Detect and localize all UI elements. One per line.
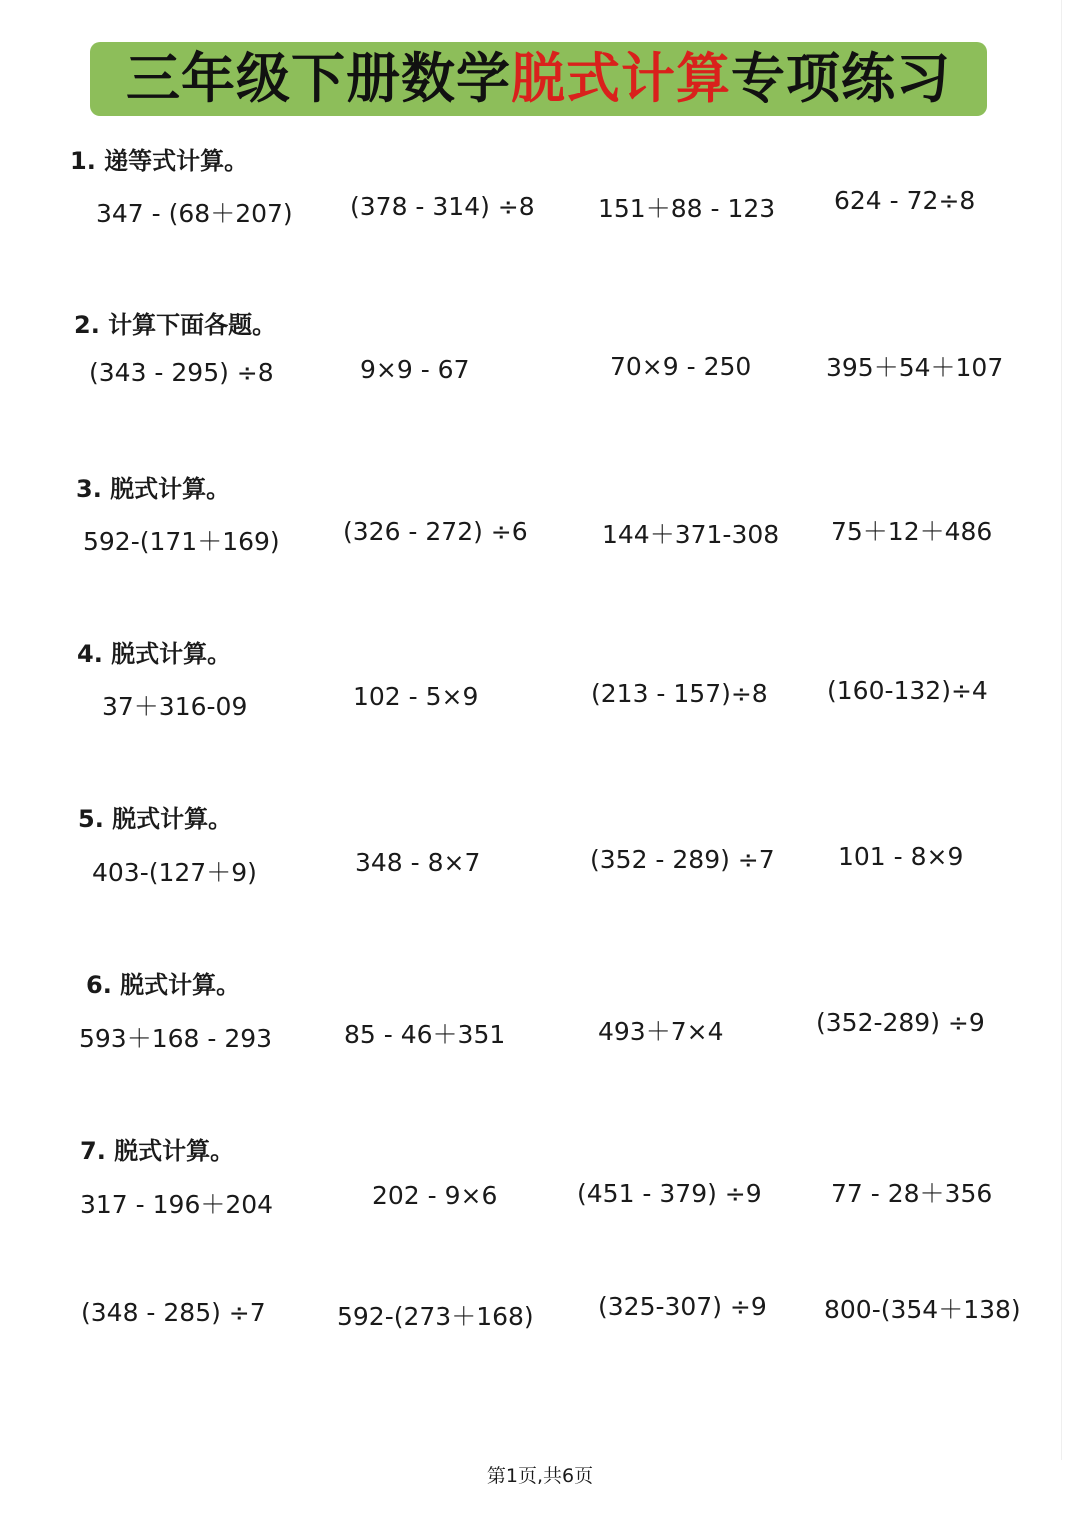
problem-7-2: 202 - 9×6: [372, 1181, 498, 1210]
problem-6-2: 85 - 46＋351: [344, 1020, 506, 1049]
problem-5-1: 403-(127＋9): [92, 858, 257, 887]
title-part-practice: 专项练习: [731, 47, 951, 110]
problem-8-1: (348 - 285) ÷7: [81, 1298, 266, 1327]
section-heading-5: 5. 脱式计算。: [78, 805, 233, 833]
page-title: [126, 47, 951, 110]
title-part-topic: 脱式计算: [511, 47, 731, 110]
problem-2-1: (343 - 295) ÷8: [89, 358, 274, 387]
page-number-footer: 第1页,共6页: [486, 1465, 594, 1487]
problem-4-1: 37＋316-09: [102, 692, 248, 721]
problem-5-3: (352 - 289) ÷7: [590, 845, 775, 874]
title-part-grade: 三年级下册数学: [126, 47, 511, 110]
problem-2-2: 9×9 - 67: [360, 355, 470, 384]
problem-2-3: 70×9 - 250: [610, 352, 752, 381]
problem-3-4: 75＋12＋486: [831, 517, 993, 546]
page-edge-divider: [1061, 0, 1062, 1460]
problem-7-3: (451 - 379) ÷9: [577, 1179, 762, 1208]
title-banner: [90, 42, 987, 116]
problem-1-1: 347 - (68＋207): [96, 199, 293, 228]
problem-5-2: 348 - 8×7: [355, 848, 481, 877]
problem-8-3: (325-307) ÷9: [598, 1292, 767, 1321]
problem-3-1: 592-(171＋169): [83, 527, 280, 556]
section-heading-6: 6. 脱式计算。: [86, 971, 241, 999]
section-heading-1: 1. 递等式计算。: [70, 147, 249, 175]
problem-5-4: 101 - 8×9: [838, 842, 964, 871]
section-heading-4: 4. 脱式计算。: [77, 640, 232, 668]
problem-7-1: 317 - 196＋204: [80, 1190, 274, 1219]
problem-1-2: (378 - 314) ÷8: [350, 192, 535, 221]
section-heading-2: 2. 计算下面各题。: [74, 311, 277, 339]
problem-4-2: 102 - 5×9: [353, 682, 479, 711]
problem-7-4: 77 - 28＋356: [831, 1179, 993, 1208]
problem-6-3: 493＋7×4: [598, 1017, 724, 1046]
section-heading-3: 3. 脱式计算。: [76, 475, 231, 503]
problem-2-4: 395＋54＋107: [826, 353, 1004, 382]
problem-1-3: 151＋88 - 123: [598, 194, 776, 223]
problem-6-4: (352-289) ÷9: [816, 1008, 985, 1037]
problem-8-2: 592-(273＋168): [337, 1302, 534, 1331]
problem-8-4: 800-(354＋138): [824, 1295, 1021, 1324]
problem-6-1: 593＋168 - 293: [79, 1024, 273, 1053]
problem-3-3: 144＋371-308: [602, 520, 780, 549]
problem-4-4: (160-132)÷4: [827, 676, 988, 705]
problem-1-4: 624 - 72÷8: [834, 186, 976, 215]
problem-4-3: (213 - 157)÷8: [591, 679, 768, 708]
problem-3-2: (326 - 272) ÷6: [343, 517, 528, 546]
section-heading-7: 7. 脱式计算。: [80, 1137, 235, 1165]
